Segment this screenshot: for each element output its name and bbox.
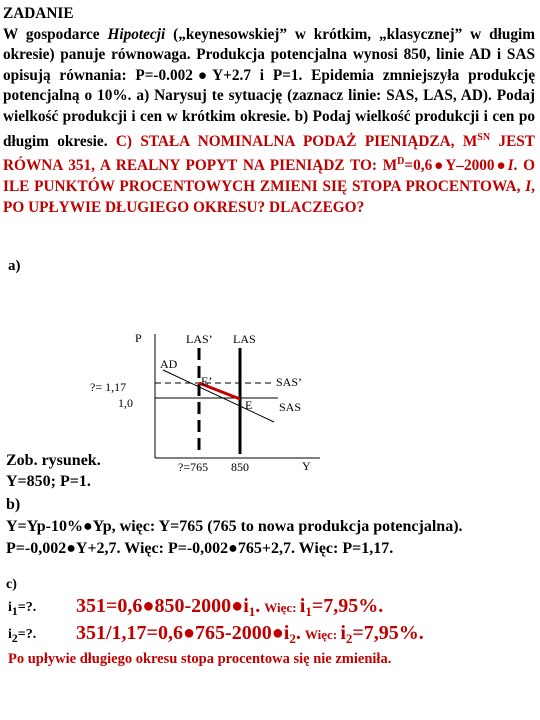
answer-a: [6, 450, 101, 492]
task-heading: ZADANIE: [3, 5, 74, 22]
equation-1: $351=0,6●850-2000●i_1$. Więc: $i_1=7,95\%$.: [76, 595, 384, 620]
ad-label: AD: [160, 357, 178, 371]
conclusion-text: Po upływie długiego okresu stopa procentowa się nie zmieniła.: [8, 651, 392, 667]
price-old-label: 1,0: [118, 396, 133, 410]
equation-2: $351/1,17=0,6●765-2000●i_2$. Więc: $i_2=7,95\%$.: [76, 622, 424, 647]
i1-question: $i_1=$?.: [8, 600, 37, 618]
answer-b-line1: Y=Yp-10%●Yp, więc: Y=765 (765 to nowa produkcja potencjalna).: [6, 518, 463, 535]
point-e-prime-label: E’: [201, 374, 213, 388]
task-question-c: C) STAŁA NOMINALNA PODAŻ PIENIĄDZA, $M^{SN}$ JEST RÓWNA 351, A REALNY POPYT NA PIENIĄDZ TO: $M^D=0,6●Y-2000●I$. O ILE PUNKTÓW PROCENTOWYCH ZMIENI SIĘ STOPA PROCENTOWA, I, PO UPŁYWIE DŁUGIEGO OKRESU? DLACZEGO?: [3, 131, 535, 216]
task-part2: („keynesowskiej” w krótkim, „klasycznej” w długim okresie) panuje równowaga. Produkcja potencjalna wynosi 850, linie AD i SAS opisują równania: P=-0.002●Y+2.7 i P=1. Epidemia zmniejszyła produkcję potencjalną o 10%. a) Narysuj te sytuację (zaznacz linie: SAS, LAS, AD). Podaj wielkość produkcji i cen w krótkim okresie. b) Podaj wielkość produkcji i cen po długim okresie.: [3, 25, 535, 150]
axis-p-label: P: [135, 331, 142, 345]
task-text: [3, 4, 535, 218]
answer-b-line2: P=-0,002●Y+2,7. Więc: P=-0,002●765+2,7. Więc: P=1,17.: [6, 540, 394, 557]
task-country-name: Hipotecji: [107, 25, 166, 43]
axis-y-label: Y: [302, 459, 311, 473]
answer-b-label: b): [6, 496, 21, 513]
ad-line: [163, 370, 274, 422]
sas-prime-label: SAS’: [276, 375, 303, 389]
sas-label: SAS: [279, 400, 302, 414]
answer-a-line1: Zob. rysunek.: [6, 452, 101, 469]
answer-c-label: c): [6, 577, 17, 592]
price-new-label: ?= 1,17: [90, 380, 127, 394]
las-prime-label: LAS’: [186, 332, 213, 346]
output-old-label: 850: [231, 460, 249, 474]
answer-a-line2: Y=850; P=1.: [6, 473, 91, 490]
point-e-label: E: [245, 398, 253, 412]
i2-question: $i_2=$?.: [8, 627, 37, 645]
task-part1: W gospodarce: [3, 25, 108, 43]
output-new-label: ?=765: [178, 460, 209, 474]
part-a-label: a): [8, 258, 21, 274]
las-label: LAS: [233, 332, 256, 346]
